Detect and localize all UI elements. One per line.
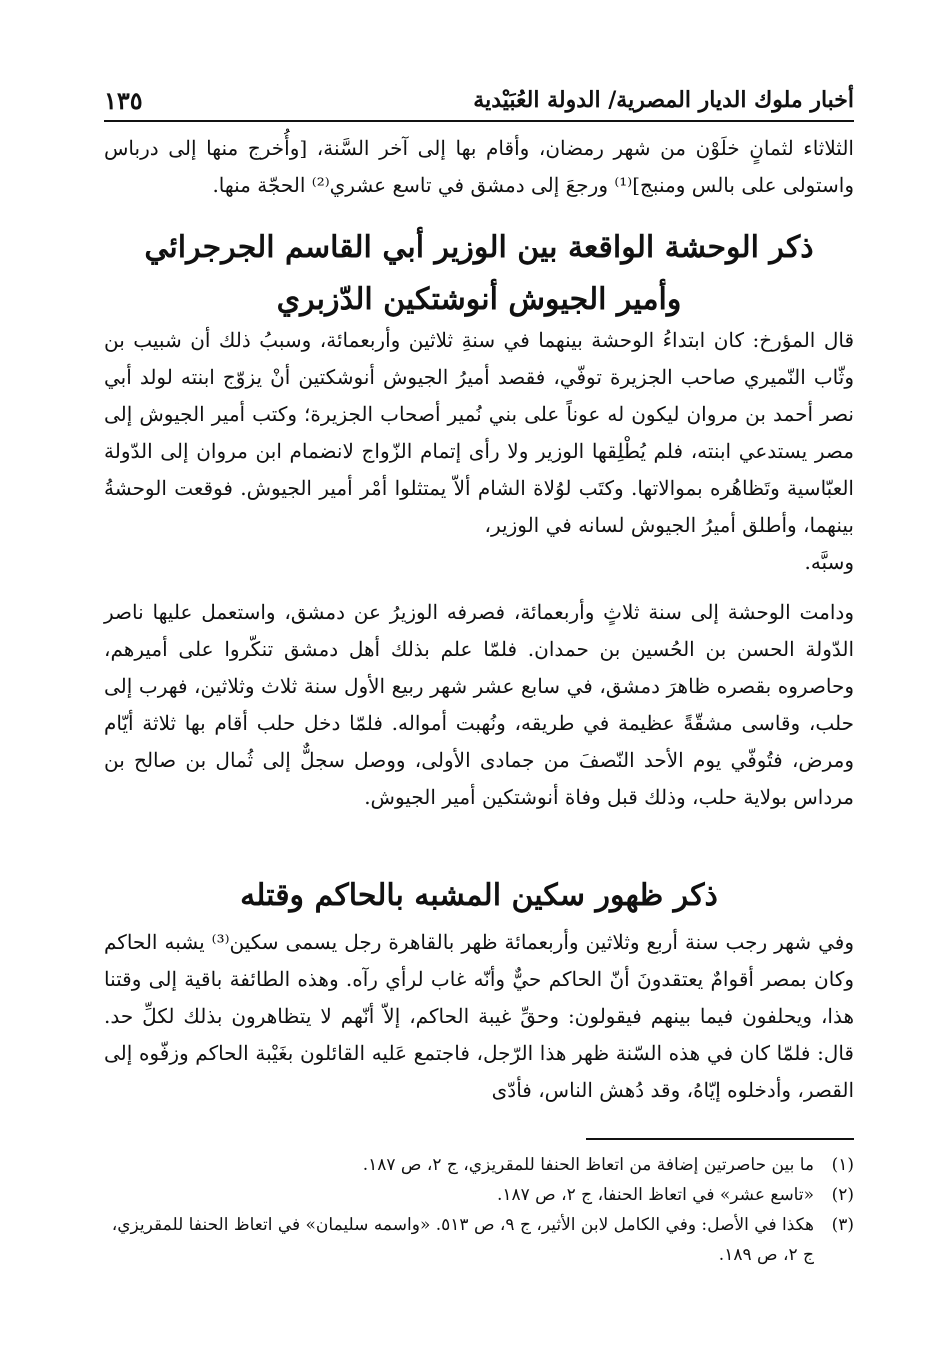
page-number: ١٣٥: [104, 85, 143, 115]
paragraph-1: الثلاثاء لثمانٍ خلَوْن من شهر رمضان، وأقام بها إلى آخر السَّنة، [وأُخرج منها إلى درباس واستولى على بالس ومنبج]⁽¹⁾ ورجعَ إلى دمشق في تاسع عشري⁽²⁾ الحجّة منها.: [104, 136, 854, 197]
footnote-1: [104, 1150, 854, 1180]
footnote-2: [104, 1180, 854, 1210]
paragraph-4: وفي شهر رجب سنة أربع وثلاثين وأربعمائة ظهر بالقاهرة رجل يسمى سكين⁽³⁾ يشبه الحاكم وكان بمصر أقوامٌ يعتقدونَ أنّ الحاكم حيٌّ وأنّه غاب لرأي رآه. وهذه الطائفة باقية إلى وقتنا هذا، ويحلفون فيما بينهم فيقولون: وحقِّ غيبة الحاكم، إلاّ أنّهم لا يتظاهرون بذلك لكلِّ حد. قال: فلمّا كان في هذه السّنة ظهر هذا الرّجل، فاجتمع عَليه القائلون بغَيْبة الحاكم وزفّوه إلى القصر، وأدخلوه إيّاهُ، وقد دُهش الناس، فأدّى: [104, 930, 855, 1102]
footnote-mark: (٣): [831, 1215, 854, 1235]
footnote-text: هكذا في الأصل: وفي الكامل لابن الأثير، ج ٩، ص ٥١٣. «واسمه سليمان» في اتعاظ الحنفا للمقريزي، ج ٢، ص ١٨٩.: [111, 1215, 814, 1265]
section-heading-2: ذكر ظهور سكين المشبه بالحاكم وقتله: [240, 878, 718, 913]
footnote-mark: (١): [831, 1155, 854, 1175]
footnote-separator: [586, 1138, 854, 1140]
running-title: أخبار ملوك الديار المصرية/ الدولة العُبَيْدية: [473, 87, 854, 113]
paragraph-2-text: قال المؤرخ: كان ابتداءُ الوحشة بينهما في سنةِ ثلاثين وأربعمائة، وسببُ ذلك أن شبيب بن وثّاب النّميري صاحب الجزيرة توفّي، فقصد أميرُ الجيوش أنوشكتين أنْ يزوّج ابنته لولد أبي نصر أحمد بن مروان ليكون له عوناً على بني نُمير أصحاب الجزيرة؛ وكتب أمير الجيوش إلى مصر يستدعي ابنته، فلم يُطْلِقها الوزير ولا رأى إتمام الزّواج لانضمام ابن مروان إلى الدّولة العبّاسية وتَظاهُره بموالاتها. وكتَب لوُلاة الشام ألاّ يمتثلوا أمْر أمير الجيوش. فوقعت الوحشةُ بينهما، وأطلق أميرُ الجيوش لسانه في الوزير،: [104, 328, 854, 537]
footnote-3: [104, 1210, 854, 1270]
section-heading-1-line-1: ذكر الوحشة الواقعة بين الوزير أبي القاسم الجرجرائي: [144, 230, 814, 265]
footnote-mark: (٢): [831, 1185, 854, 1205]
paragraph-3: ودامت الوحشة إلى سنة ثلاثٍ وأربعمائة، فصرفه الوزيرُ عن دمشق، واستعمل عليها ناصر الدّولة الحسن بن الحُسين بن حمدان. فلمّا علم بذلك أهل دمشق تنكّروا على أميرهم، وحاصروه بقصره ظاهرَ دمشق، في سابع عشر شهر ربيع الأول سنة ثلاث وثلاثين، فهرب إلى حلب، وقاسى مشقّةً عظيمة في طريقه، ونُهبت أمواله. فلمّا دخل حلب أقام بها ثلاثة أيّام ومرض، فتُوفّي يوم الأحد النّصفَ من جمادى الأولى، ووصل سجلٌّ إلى ثُمال بن صالح بن مرداس بولاية حلب، وذلك قبل وفاة أنوشتكين أمير الجيوش.: [104, 600, 854, 809]
section-heading-1: [104, 222, 854, 326]
footnote-text: ما بين حاصرتين إضافة من اتعاظ الحنفا للمقريزي، ج ٢، ص ١٨٧.: [362, 1155, 814, 1175]
section-heading-1-line-2: وأمير الجيوش أنوشتكين الدّزبري: [276, 282, 682, 317]
paragraph-2: [104, 322, 854, 581]
page-header: [104, 80, 854, 122]
footnote-text: «تاسع عشر» في اتعاظ الحنفا، ج ٢، ص ١٨٧.: [496, 1185, 814, 1205]
footnotes: [104, 1150, 854, 1270]
paragraph-2-end: وسبَّه.: [804, 550, 854, 574]
